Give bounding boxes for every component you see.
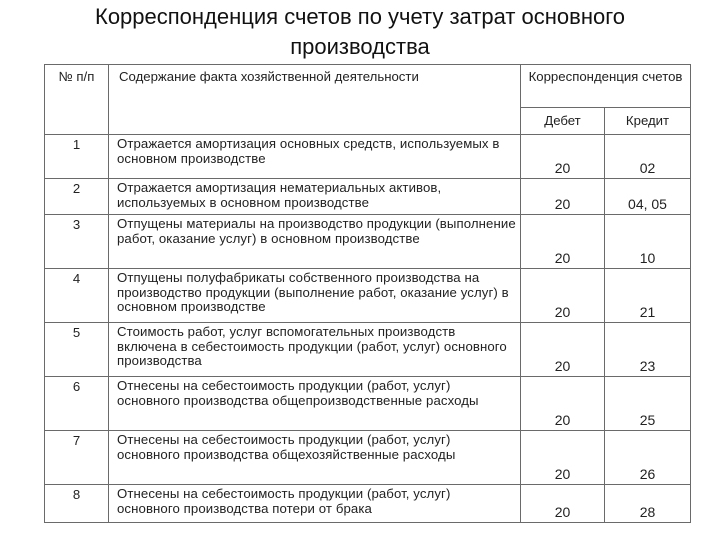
table-row — [45, 377, 691, 431]
correspondence-table — [44, 64, 691, 523]
row-description: Отнесены на себестоимость продукции (работ, услуг) основного производства потери от брака — [109, 485, 521, 523]
row-debit: 20 — [521, 215, 605, 269]
table-row — [45, 323, 691, 377]
table-row — [45, 215, 691, 269]
row-number: 3 — [45, 215, 109, 269]
row-debit: 20 — [521, 431, 605, 485]
row-credit: 26 — [605, 431, 691, 485]
row-credit: 10 — [605, 215, 691, 269]
header-description: Содержание факта хозяйственной деятельности — [109, 65, 521, 135]
row-number: 8 — [45, 485, 109, 523]
table-row — [45, 269, 691, 323]
row-credit: 28 — [605, 485, 691, 523]
row-debit: 20 — [521, 269, 605, 323]
row-debit: 20 — [521, 377, 605, 431]
table-row — [45, 485, 691, 523]
row-credit: 04, 05 — [605, 179, 691, 215]
table-row — [45, 431, 691, 485]
table-row — [45, 179, 691, 215]
header-number: № п/п — [45, 65, 109, 135]
row-debit: 20 — [521, 135, 605, 179]
row-credit: 23 — [605, 323, 691, 377]
row-description: Отражается амортизация основных средств, используемых в основном производстве — [109, 135, 521, 179]
row-number: 7 — [45, 431, 109, 485]
row-debit: 20 — [521, 323, 605, 377]
header-correspondence: Корреспонденция счетов — [521, 65, 691, 108]
table-row — [45, 135, 691, 179]
row-description: Отражается амортизация нематериальных активов, используемых в основном производстве — [109, 179, 521, 215]
page-title — [0, 2, 720, 62]
row-description: Отпущены полуфабрикаты собственного производства на производство продукции (выполнение работ, оказание услуг) в основном производстве — [109, 269, 521, 323]
header-debit: Дебет — [521, 108, 605, 135]
title-line-1: Корреспонденция счетов по учету затрат основного — [95, 4, 625, 29]
row-description: Отнесены на себестоимость продукции (работ, услуг) основного производства общехозяйственные расходы — [109, 431, 521, 485]
row-description: Отнесены на себестоимость продукции (работ, услуг) основного производства общепроизводственные расходы — [109, 377, 521, 431]
row-number: 6 — [45, 377, 109, 431]
row-debit: 20 — [521, 179, 605, 215]
header-credit: Кредит — [605, 108, 691, 135]
row-number: 5 — [45, 323, 109, 377]
title-line-2: производства — [290, 34, 430, 59]
row-description: Отпущены материалы на производство продукции (выполнение работ, оказание услуг) в основном производстве — [109, 215, 521, 269]
row-credit: 02 — [605, 135, 691, 179]
row-debit: 20 — [521, 485, 605, 523]
row-description: Стоимость работ, услуг вспомогательных производств включена в себестоимость продукции (работ, услуг) основного производства — [109, 323, 521, 377]
row-credit: 21 — [605, 269, 691, 323]
row-number: 1 — [45, 135, 109, 179]
row-number: 4 — [45, 269, 109, 323]
row-credit: 25 — [605, 377, 691, 431]
row-number: 2 — [45, 179, 109, 215]
